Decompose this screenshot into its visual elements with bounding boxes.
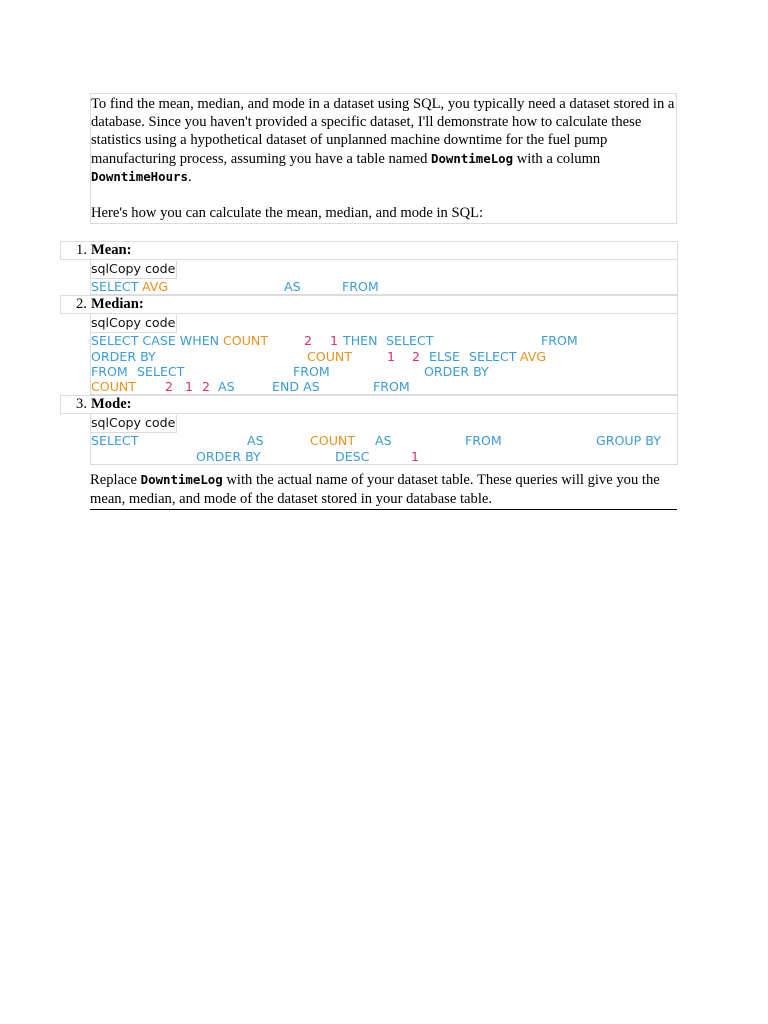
code-token-number: 1 — [387, 348, 396, 364]
code-token-keyword: SELECT — [386, 333, 434, 349]
inline-code-column-name: DowntimeHours — [91, 168, 188, 184]
code-token-keyword: AS — [218, 379, 235, 395]
intro-section — [90, 93, 677, 224]
code-token-number: 1 — [330, 333, 339, 349]
code-token-keyword: AS — [284, 279, 301, 294]
code-token-keyword: THEN — [343, 333, 378, 349]
list-item-heading — [60, 241, 678, 260]
code-line — [91, 349, 677, 364]
code-line — [91, 279, 677, 294]
code-token-keyword: FROM — [342, 279, 379, 294]
inline-code-table-name: DowntimeLog — [431, 150, 514, 166]
code-line — [91, 379, 677, 394]
intro-lead-paragraph: Here's how you can calculate the mean, median, and mode in SQL: — [91, 205, 484, 222]
code-line — [91, 364, 677, 379]
code-token-number: 1 — [411, 448, 420, 464]
outro-text: with the actual name of your dataset table. These queries will give you the mean, median, and mode of the dataset stored in your database table. — [90, 472, 660, 507]
code-block — [90, 414, 678, 465]
code-token-number: 1 — [185, 379, 194, 395]
code-token-function: COUNT — [223, 333, 269, 349]
copy-code-button[interactable]: sqlCopy code — [91, 415, 177, 433]
code-token-number: 2 — [165, 379, 174, 395]
code-block — [90, 314, 678, 395]
code-token-keyword: ELSE — [429, 348, 460, 364]
code-token-function: COUNT — [307, 348, 353, 364]
code-token-keyword: FROM — [91, 363, 128, 379]
code-token-keyword: SELECT — [137, 363, 185, 379]
code-token-keyword: AS — [375, 433, 392, 449]
list-item-title: Mean: — [91, 242, 132, 258]
code-line — [91, 449, 677, 464]
list-item-number: 3. — [76, 396, 87, 413]
intro-paragraph — [91, 95, 675, 186]
list-item-title: Median: — [91, 296, 144, 313]
code-token-keyword: GROUP BY — [596, 433, 661, 449]
code-token-keyword: DESC — [335, 448, 370, 464]
code-token-number: 2 — [304, 333, 313, 349]
outro-text: Replace — [90, 472, 141, 488]
outro-paragraph — [90, 471, 677, 508]
list-item-number: 2. — [76, 296, 87, 313]
copy-code-button[interactable]: sqlCopy code — [91, 261, 177, 279]
list-item-title: Mode: — [91, 396, 132, 413]
list-item-number: 1. — [76, 242, 87, 258]
intro-text: . — [187, 168, 192, 185]
code-token-keyword: FROM — [465, 433, 502, 449]
code-token-keyword: SELECT CASE WHEN — [91, 333, 220, 349]
code-token-keyword: SELECT — [91, 279, 139, 294]
copy-code-button[interactable]: sqlCopy code — [91, 315, 177, 333]
code-token-function: AVG — [520, 348, 547, 364]
code-token-keyword: FROM — [541, 333, 578, 349]
code-token-keyword: END AS — [272, 379, 320, 395]
intro-text: with a column — [513, 150, 601, 167]
code-token-function: COUNT — [310, 433, 356, 449]
code-token-keyword: AS — [247, 433, 264, 449]
code-token-keyword: ORDER BY — [196, 448, 261, 464]
code-token-keyword: SELECT — [469, 348, 517, 364]
list-item-heading — [60, 395, 678, 414]
code-line — [91, 333, 677, 348]
code-line — [91, 433, 677, 448]
code-block — [90, 260, 678, 295]
code-token-keyword: ORDER BY — [91, 348, 156, 364]
code-token-keyword: SELECT — [91, 433, 139, 449]
code-token-function: AVG — [142, 279, 169, 294]
code-token-number: 2 — [412, 348, 421, 364]
code-token-function: COUNT — [91, 379, 137, 395]
steps-list — [60, 241, 678, 465]
code-token-keyword: FROM — [293, 363, 330, 379]
code-token-keyword: ORDER BY — [424, 363, 489, 379]
outro-section — [90, 471, 677, 510]
code-token-keyword: FROM — [373, 379, 410, 395]
list-item-heading — [60, 295, 678, 314]
code-token-number: 2 — [202, 379, 211, 395]
inline-code-table-name: DowntimeLog — [140, 472, 223, 487]
intro-text: To find the mean, median, and mode in a dataset using SQL, you typically need a dataset stored in a database. Since you haven't provided a specific dataset, I'll demonstrate how to calculate these statistics using a hypothetical dataset of unplanned machine downtime for the fuel pump manufacturing process, assuming you have a table named — [91, 96, 675, 167]
